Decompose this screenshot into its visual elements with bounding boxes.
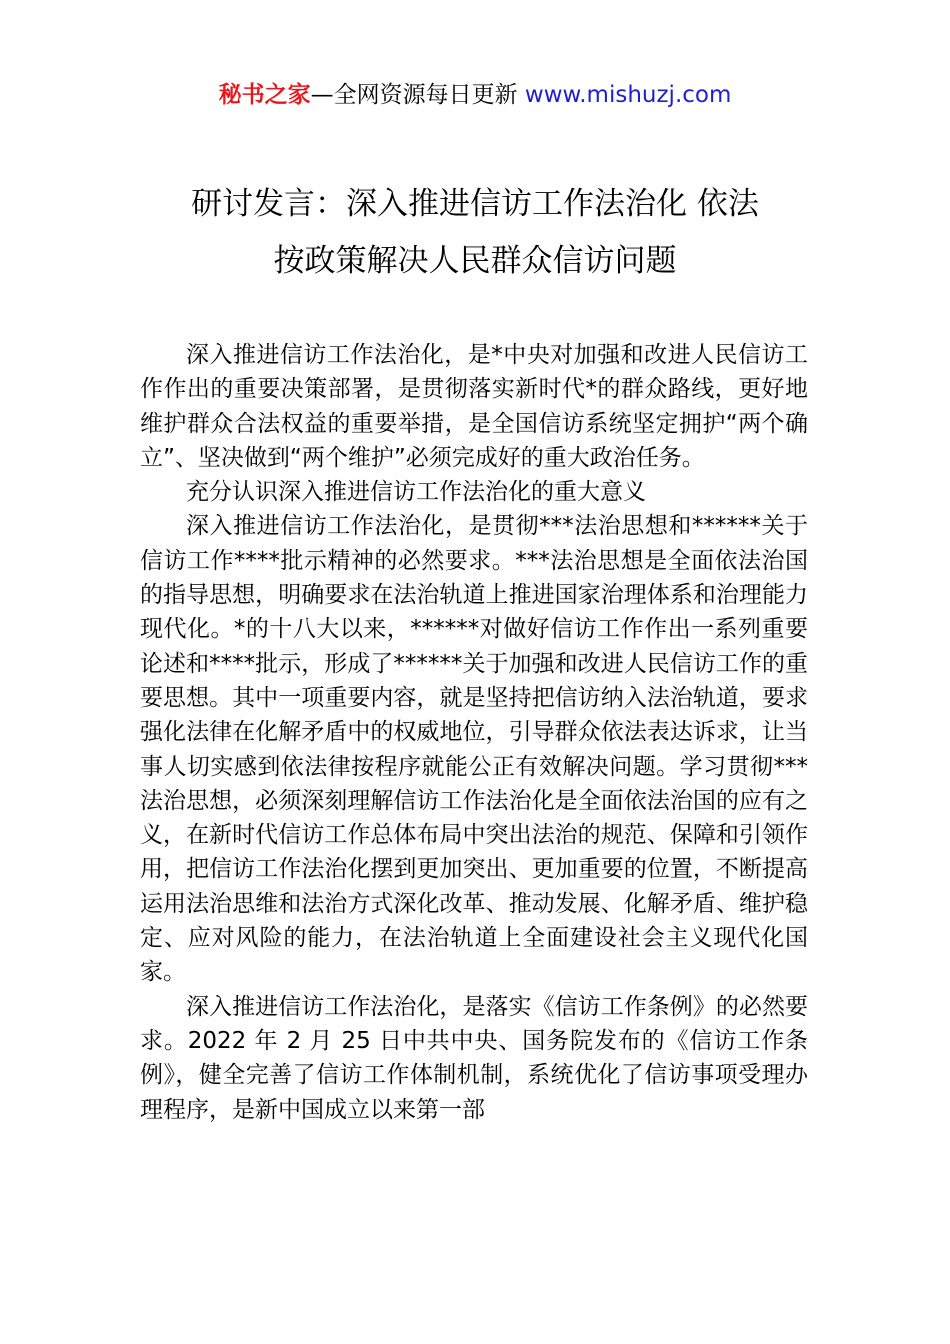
- header-tagline: —全网资源每日更新: [310, 82, 525, 108]
- title-line-1: 研讨发言：深入推进信访工作法治化 依法: [191, 186, 759, 222]
- brand-name: 秘书之家: [218, 82, 311, 108]
- paragraph-regulation: 深入推进信访工作法治化，是落实《信访工作条例》的必然要求。2022 年 2 月 25 日中共中央、国务院发布的《信访工作条例》，健全完善了信访工作体制机制，系统优化了信访事项受理办理程序，是新中国成立以来第一部: [140, 993, 808, 1123]
- document-title: [130, 176, 820, 290]
- paragraph-law-thought: 深入推进信访工作法治化，是贯彻***法治思想和******关于信访工作****批示精神的必然要求。***法治思想是全面依法治国的指导思想，明确要求在法治轨道上推进国家治理体系和治理能力现代化。*的十八大以来，******对做好信访工作作出一系列重要论述和****批示，形成了******关于加强和改进人民信访工作的重要思想。其中一项重要内容，就是坚持把信访纳入法治轨道，要求强化法律在化解矛盾中的权威地位，引导群众依法表达诉求，让当事人切实感到依法律按程序就能公正有效解决问题。学习贯彻***法治思想，必须深刻理解信访工作法治化是全面依法治国的应有之义，在新时代信访工作总体布局中突出法治的规范、保障和引领作用，把信访工作法治化摆到更加突出、更加重要的位置，不断提高运用法治思维和法治方式深化改革、推动发展、化解矛盾、维护稳定、应对风险的能力，在法治轨道上全面建设社会主义现代化国家。: [140, 513, 809, 986]
- document-body: [140, 338, 808, 1127]
- title-line-2: 按政策解决人民群众信访问题: [273, 243, 677, 279]
- site-url-link[interactable]: www.mishuzj.com: [524, 82, 732, 108]
- paragraph-intro: 深入推进信访工作法治化，是*中央对加强和改进人民信访工作作出的重要决策部署，是贯彻落实新时代*的群众路线，更好地维护群众合法权益的重要举措，是全国信访系统坚定拥护“两个确立”、坚决做到“两个维护”必须完成好的重大政治任务。: [140, 342, 808, 471]
- site-header: [0, 78, 950, 112]
- section-heading: 充分认识深入推进信访工作法治化的重大意义: [186, 479, 646, 506]
